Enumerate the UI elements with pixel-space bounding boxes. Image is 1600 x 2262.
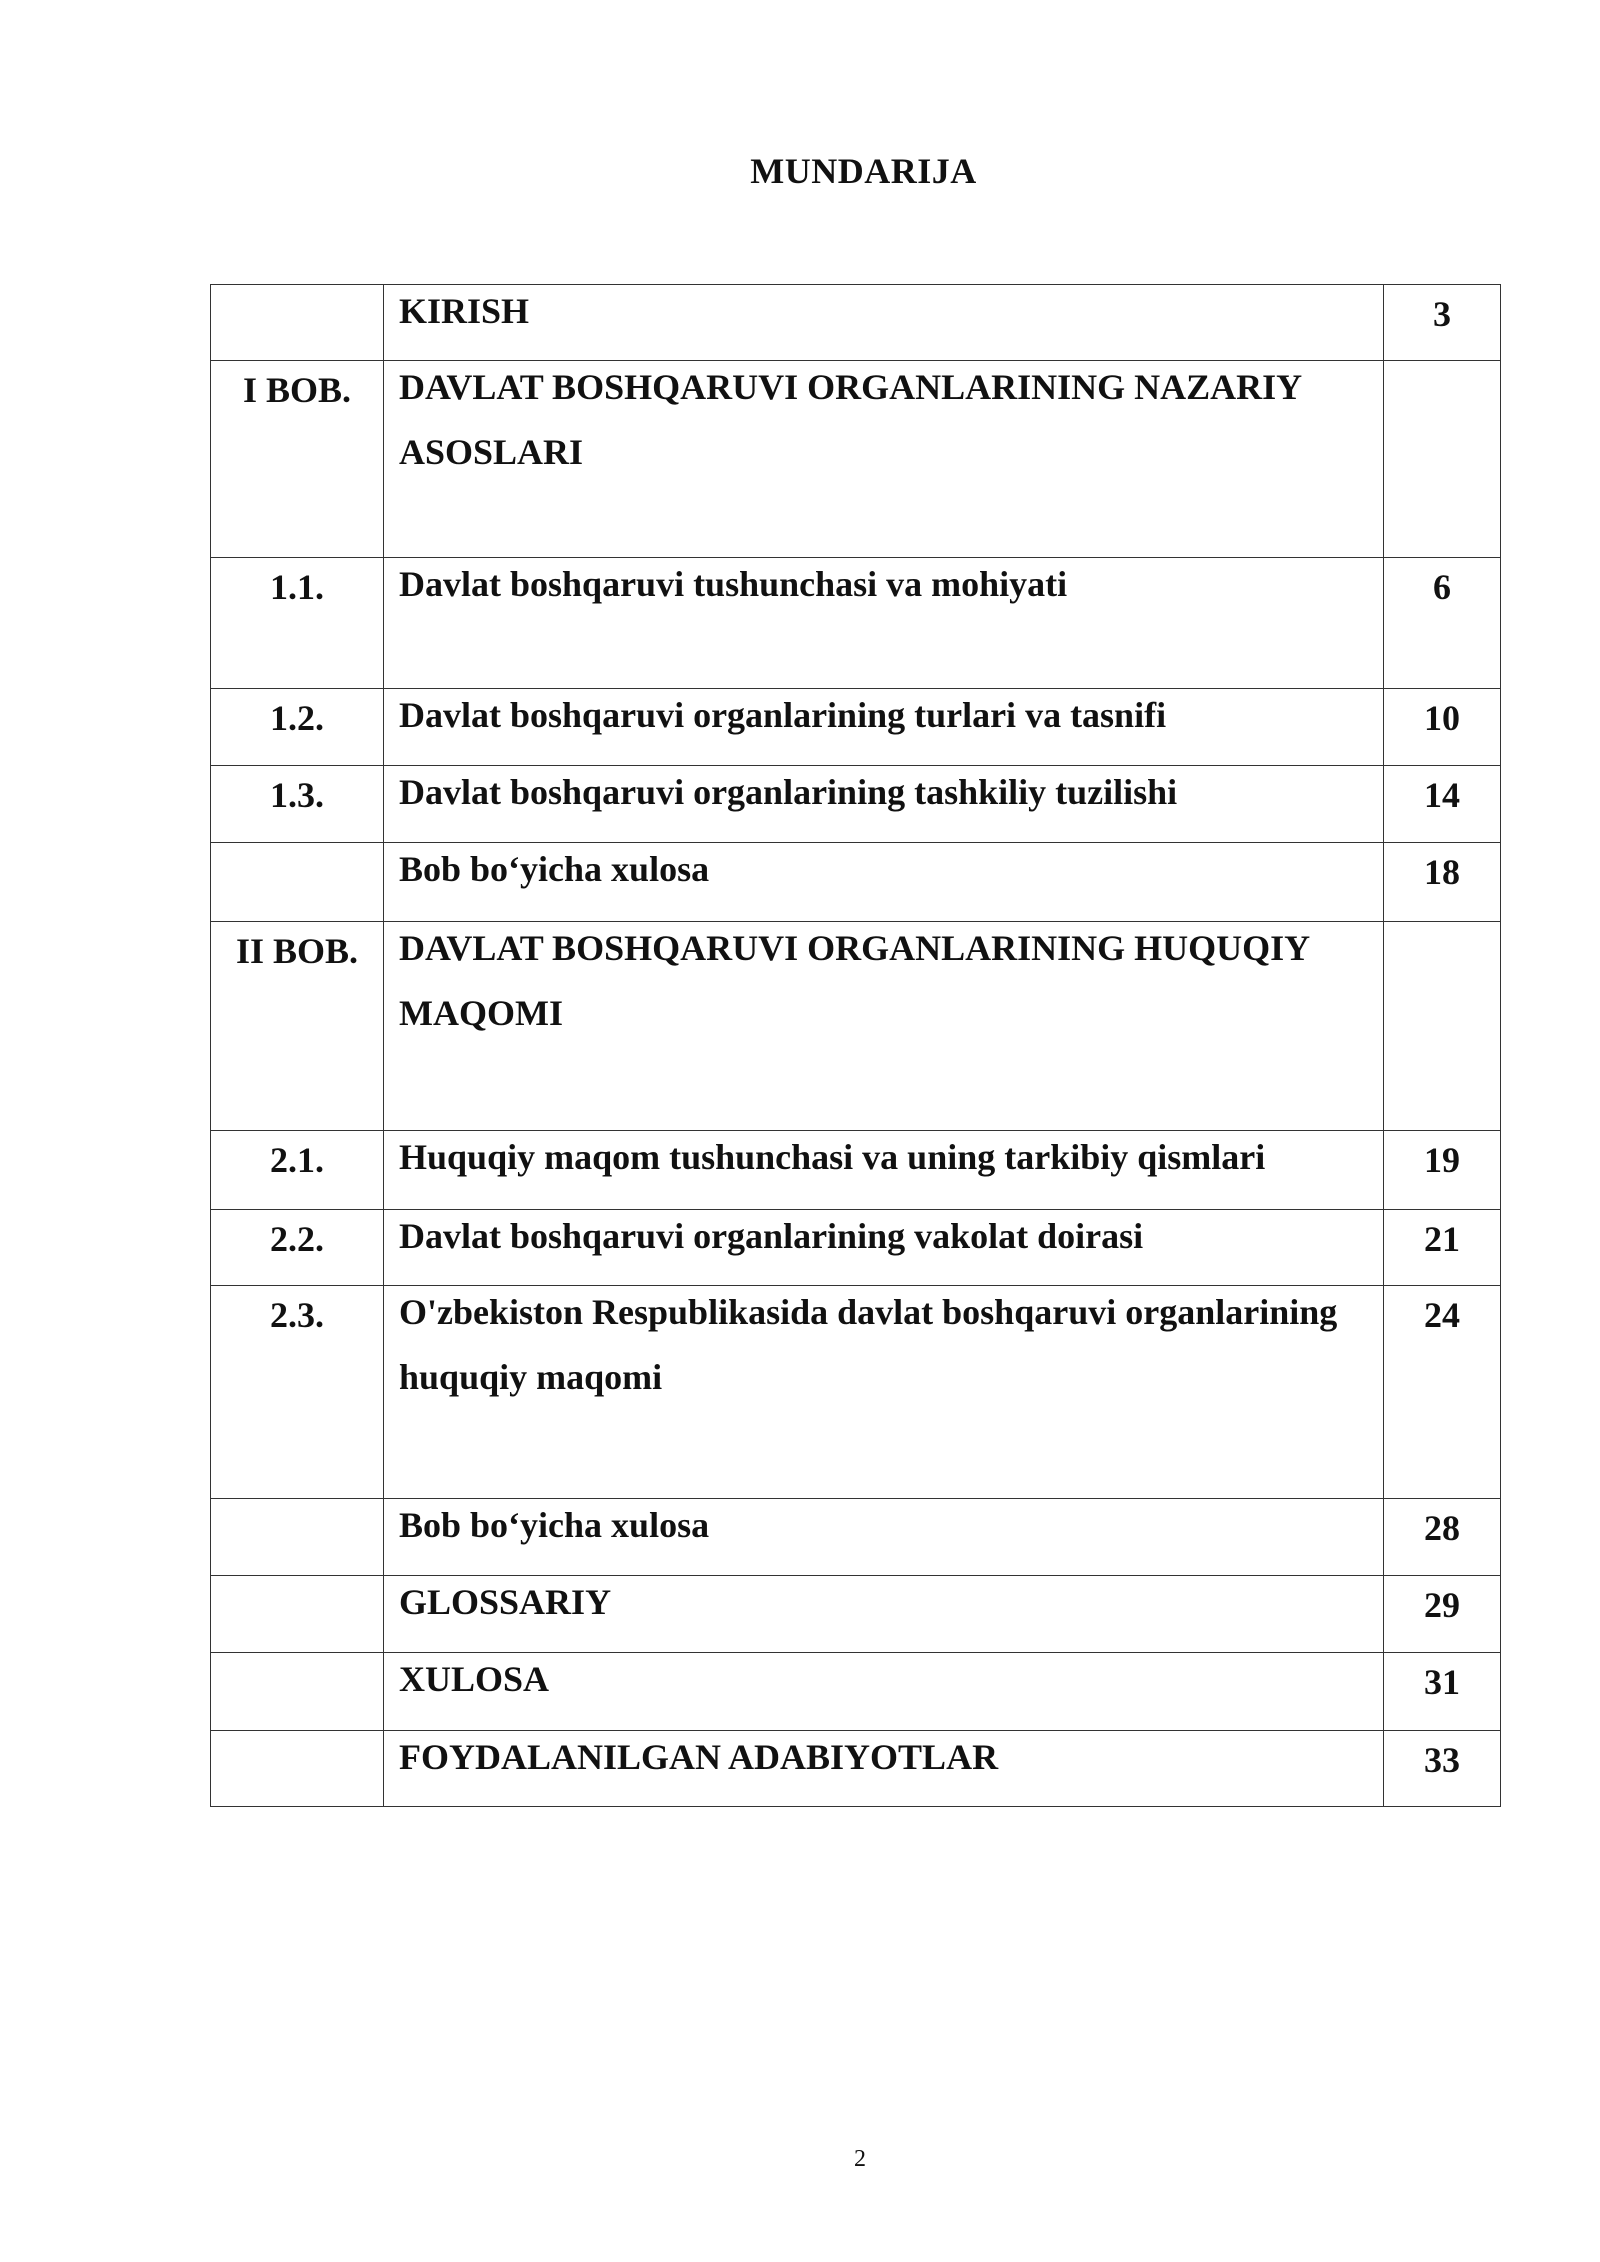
toc-section-number <box>211 1731 384 1807</box>
toc-section-title: DAVLAT BOSHQARUVI ORGANLARINING HUQUQIY MAQOMI <box>399 928 1309 1033</box>
toc-section-title-cell <box>384 285 1384 361</box>
page-title: MUNDARIJA <box>750 151 977 191</box>
toc-section-title-cell <box>384 1653 1384 1731</box>
toc-section-number <box>211 1653 384 1731</box>
toc-section-title-cell <box>384 1131 1384 1210</box>
toc-section-title: FOYDALANILGAN ADABIYOTLAR <box>399 1737 999 1777</box>
toc-row <box>211 1131 1501 1210</box>
toc-row <box>211 1576 1501 1653</box>
toc-row <box>211 1731 1501 1807</box>
toc-section-title: KIRISH <box>399 291 530 331</box>
toc-row <box>211 1653 1501 1731</box>
toc-section-number: 2.1. <box>211 1131 384 1210</box>
toc-row <box>211 285 1501 361</box>
toc-section-title-cell <box>384 361 1384 558</box>
toc-page-number: 3 <box>1384 285 1501 361</box>
toc-row <box>211 922 1501 1131</box>
toc-page-number: 18 <box>1384 843 1501 922</box>
toc-section-title: Davlat boshqaruvi tushunchasi va mohiyati <box>399 564 1068 604</box>
toc-section-title-cell <box>384 1499 1384 1576</box>
toc-section-title-cell <box>384 1731 1384 1807</box>
toc-section-title: Davlat boshqaruvi organlarining tashkiliy tuzilishi <box>399 772 1178 812</box>
toc-section-title: GLOSSARIY <box>399 1582 612 1622</box>
toc-row <box>211 689 1501 766</box>
toc-page-number: 21 <box>1384 1210 1501 1286</box>
toc-section-number: 2.2. <box>211 1210 384 1286</box>
toc-row <box>211 361 1501 558</box>
toc-row <box>211 843 1501 922</box>
toc-section-number <box>211 843 384 922</box>
toc-section-title-cell <box>384 1286 1384 1499</box>
toc-section-number: 1.2. <box>211 689 384 766</box>
toc-page-number: 24 <box>1384 1286 1501 1499</box>
toc-row <box>211 1286 1501 1499</box>
toc-section-title: Bob bo‘yicha xulosa <box>399 849 710 889</box>
toc-page-number: 14 <box>1384 766 1501 843</box>
toc-section-title: Bob bo‘yicha xulosa <box>399 1505 710 1545</box>
table-of-contents <box>210 284 1501 1807</box>
toc-section-number: II BOB. <box>211 922 384 1131</box>
toc-section-number <box>211 285 384 361</box>
toc-section-number: 1.3. <box>211 766 384 843</box>
toc-page-number: 29 <box>1384 1576 1501 1653</box>
toc-section-title: DAVLAT BOSHQARUVI ORGANLARINING NAZARIY ASOSLARI <box>399 367 1301 472</box>
toc-page-number: 10 <box>1384 689 1501 766</box>
toc-section-number <box>211 1499 384 1576</box>
toc-section-title: XULOSA <box>399 1659 550 1699</box>
toc-page-number: 28 <box>1384 1499 1501 1576</box>
toc-row <box>211 1210 1501 1286</box>
toc-page-number: 19 <box>1384 1131 1501 1210</box>
toc-section-title-cell <box>384 1210 1384 1286</box>
toc-section-title-cell <box>384 689 1384 766</box>
toc-section-title-cell <box>384 922 1384 1131</box>
toc-section-number: 1.1. <box>211 558 384 689</box>
toc-section-title: Huquqiy maqom tushunchasi va uning tarkibiy qismlari <box>399 1137 1266 1177</box>
toc-row <box>211 766 1501 843</box>
toc-section-title: O'zbekiston Respublikasida davlat boshqaruvi organlarining huquqiy maqomi <box>399 1292 1338 1397</box>
toc-row <box>211 1499 1501 1576</box>
toc-section-title-cell <box>384 766 1384 843</box>
toc-page-number: 31 <box>1384 1653 1501 1731</box>
toc-page-number: 33 <box>1384 1731 1501 1807</box>
toc-section-title-cell <box>384 843 1384 922</box>
toc-section-number: 2.3. <box>211 1286 384 1499</box>
toc-page-number <box>1384 922 1501 1131</box>
toc-section-title-cell <box>384 558 1384 689</box>
toc-page-number <box>1384 361 1501 558</box>
toc-row <box>211 558 1501 689</box>
toc-section-title: Davlat boshqaruvi organlarining turlari va tasnifi <box>399 695 1167 735</box>
toc-page-number: 6 <box>1384 558 1501 689</box>
toc-section-number: I BOB. <box>211 361 384 558</box>
toc-body <box>211 285 1501 1807</box>
toc-section-number <box>211 1576 384 1653</box>
page-number: 2 <box>854 2146 866 2172</box>
toc-section-title: Davlat boshqaruvi organlarining vakolat doirasi <box>399 1216 1144 1256</box>
toc-section-title-cell <box>384 1576 1384 1653</box>
